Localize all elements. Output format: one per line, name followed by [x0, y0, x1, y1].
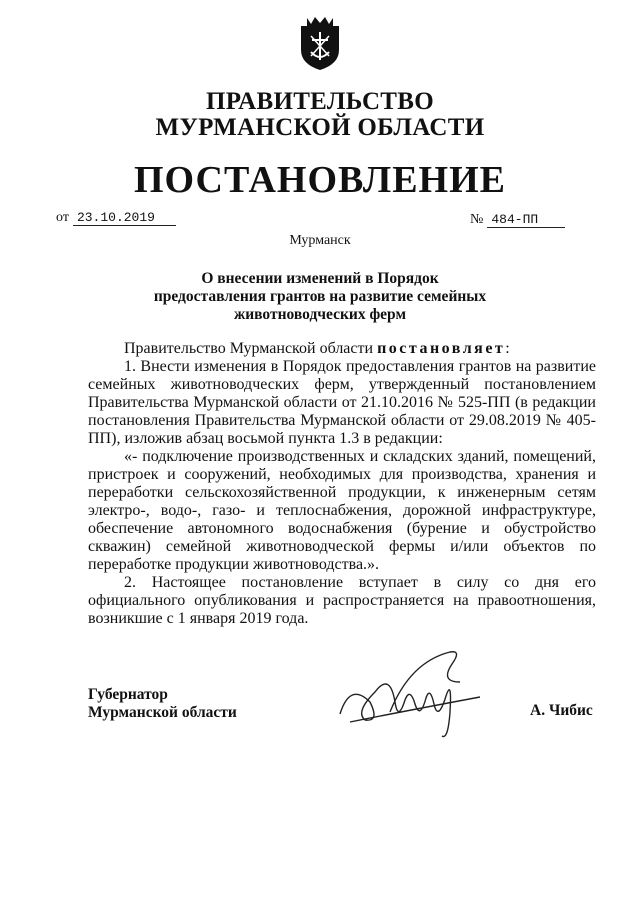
document-date	[56, 208, 176, 226]
title-line2: предоставления грантов на развитие семейных	[153, 288, 487, 305]
document-number	[470, 210, 565, 228]
number-value: 484-ПП	[487, 212, 565, 228]
government-title-line2: МУРМАНСКОЙ ОБЛАСТИ	[155, 114, 485, 141]
document-title	[120, 270, 520, 324]
title-line1: О внесении изменений в Порядок	[201, 270, 439, 287]
number-prefix: №	[470, 212, 484, 227]
date-value: 23.10.2019	[73, 210, 176, 226]
position-line1: Губернатор	[88, 686, 168, 703]
government-title-line1: ПРАВИТЕЛЬСТВО	[206, 88, 434, 115]
intro-end: :	[505, 340, 510, 357]
signer-position	[88, 686, 237, 722]
intro-paragraph	[88, 340, 596, 358]
item-1: 1. Внести изменения в Порядок предоставления грантов на развитие семейных животноводческих ферм, утвержденный постановлением Правительства Мурманской области от 21.10.2016 № 525-ПП (в редакции постановления Правительства Мурманской области от 29.08.2019 № 405-ПП), изложив абзац восьмой пункта 1.3 в редакции:	[88, 358, 596, 447]
coat-of-arms-icon	[297, 12, 343, 72]
handwritten-signature	[330, 642, 490, 742]
intro-emphasis: постановляет	[377, 340, 506, 357]
title-line3: животноводческих ферм	[233, 306, 407, 323]
city: Мурманск	[289, 233, 351, 248]
intro-text: Правительство Мурманской области	[124, 340, 378, 357]
signer-name: А. Чибис	[530, 702, 593, 719]
date-prefix: от	[56, 210, 69, 225]
document-body	[88, 340, 596, 628]
quoted-paragraph: «- подключение производственных и складских зданий, помещений, пристроек и сооружений, необходимых для производства, хранения и переработки сельскохозяйственной продукции, к инженерным сетям электро-, водо-, газо- и теплоснабжения, дорожной инфраструктуре, обеспечение автономного водоснабжения (бурение и обустройство скважин) семейной животноводческой фермы и/или объектов по переработке продукции животноводства.».	[88, 448, 596, 573]
item-2: 2. Настоящее постановление вступает в силу со дня его официального опубликования и распространяется на правоотношения, возникшие с 1 января 2019 года.	[88, 574, 596, 627]
position-line2: Мурманской области	[88, 704, 237, 721]
document-type: ПОСТАНОВЛЕНИЕ	[133, 159, 507, 201]
